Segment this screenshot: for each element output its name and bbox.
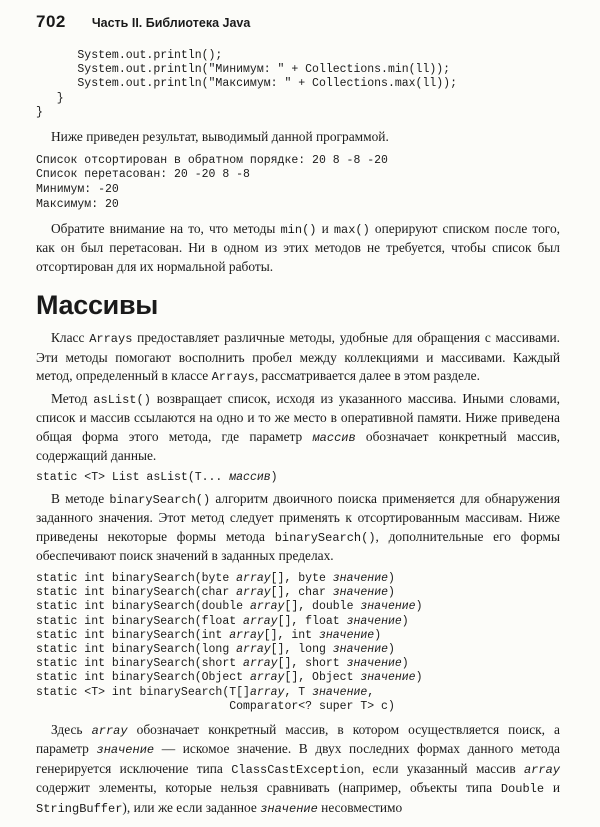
- code-segment: array: [229, 628, 264, 642]
- code-line: [36, 643, 560, 657]
- code-segment: }: [36, 105, 43, 119]
- code-segment: ): [388, 586, 395, 600]
- code-segment: System.out.println();: [36, 49, 223, 62]
- running-head-title: Часть II. Библиотека Java: [91, 16, 251, 30]
- code-segment: [], float: [277, 614, 347, 628]
- code-segment: ,: [367, 685, 375, 699]
- code-segment: [], char: [270, 586, 333, 600]
- code-segment: array: [236, 586, 271, 600]
- text-segment: предоставляет различные методы, удобные для обращения с массивами. Эти методы помогают восполнить пробел между коллекциями и массивами. Каждый метод, определенный в классе: [36, 330, 560, 384]
- paragraph-binarysearch: [36, 490, 560, 566]
- code-segment: [], int: [263, 628, 319, 642]
- code-segment: Максимум: 20: [36, 197, 119, 211]
- code-segment: static int binarySearch(short: [36, 657, 244, 671]
- code-segment: ): [415, 600, 423, 614]
- inline-code: min(): [280, 222, 317, 237]
- code-segment: ): [388, 571, 395, 585]
- code-segment: static int binarySearch(float: [36, 614, 244, 628]
- code-segment: значение: [332, 586, 388, 600]
- section-heading-arrays: Массивы: [36, 290, 159, 321]
- code-segment: , T: [284, 685, 313, 699]
- text-segment: обозначает конкретный массив, содержащий данные.: [36, 428, 560, 464]
- inline-code: array: [91, 723, 128, 738]
- code-line: [36, 586, 560, 600]
- code-line: [36, 106, 560, 120]
- inline-code: StringBuffer: [36, 801, 123, 816]
- code-segment: [], double: [284, 600, 361, 614]
- code-line: [36, 198, 560, 213]
- code-segment: [], byte: [270, 571, 333, 585]
- text-segment: , если указанный массив: [360, 760, 524, 776]
- code-line: [36, 700, 560, 714]
- code-line: [36, 615, 560, 629]
- text-segment: Здесь: [51, 721, 92, 737]
- paragraph-result-intro: [36, 128, 560, 147]
- inline-code: Arrays: [89, 332, 133, 347]
- code-line: [36, 572, 560, 586]
- code-line: [36, 657, 560, 671]
- code-aslist-signature: [36, 471, 560, 485]
- code-segment: Comparator<? super T> c): [36, 699, 395, 713]
- code-line: [36, 154, 560, 169]
- text-segment: обозначает конкретный массив, в котором осуществляется поиск, а параметр: [36, 721, 560, 757]
- code-listing-top: [36, 49, 560, 120]
- code-segment: static <T> int binarySearch(T[]: [36, 685, 250, 699]
- text-segment: Метод: [51, 390, 94, 406]
- code-segment: array: [249, 671, 285, 685]
- code-segment: ): [415, 671, 423, 685]
- code-segment: ): [401, 657, 409, 671]
- code-segment: [], Object: [284, 671, 361, 685]
- code-segment: static int binarySearch(Object: [36, 671, 250, 685]
- text-segment: — искомое значение. В двух последних формах данного метода генерируется исключение типа: [36, 741, 560, 776]
- text-segment: и: [316, 220, 334, 236]
- text-segment: В методе: [51, 490, 110, 506]
- code-segment: static int binarySearch(double: [36, 600, 250, 614]
- text-segment: несовместимо: [317, 799, 403, 815]
- code-segment: }: [36, 91, 64, 105]
- code-line: [36, 629, 560, 643]
- code-segment: ): [270, 470, 278, 484]
- code-segment: array: [236, 642, 271, 656]
- running-head: [36, 12, 560, 33]
- code-segment: ): [374, 628, 382, 642]
- inline-code: Arrays: [211, 370, 255, 385]
- code-line: [36, 77, 560, 91]
- code-segment: Список отсортирован в обратном порядке: 20 8 -8 -20: [36, 153, 388, 167]
- code-segment: static <T> List asList(T...: [36, 470, 230, 484]
- text-segment: возвращает список, исходя из указанного массива. Иными словами, список и массив ссылаются на одно и то же место в оперативной памяти. Ниже приведена общая форма этого метода, где параметр: [36, 390, 561, 444]
- code-segment: System.out.println("Максимум: " + Collections.max(ll));: [36, 77, 457, 91]
- inline-code: значение: [96, 743, 155, 758]
- code-segment: Минимум: -20: [36, 183, 119, 197]
- inline-code: Double: [500, 782, 545, 797]
- code-segment: значение: [332, 571, 388, 585]
- inline-code: max(): [333, 222, 370, 237]
- code-segment: static int binarySearch(byte: [36, 571, 237, 585]
- code-segment: static int binarySearch(char: [36, 586, 237, 600]
- inline-code: binarySearch(): [109, 492, 211, 507]
- text-segment: алгоритм двоичного поиска применяется для обнаружения заданного значения. Этот метод следует применять к отсортированным массивам. Ниже приведены некоторые формы метода: [36, 490, 560, 544]
- code-segment: array: [249, 600, 285, 614]
- code-segment: значение: [346, 614, 402, 628]
- code-segment: array: [243, 657, 278, 671]
- code-line: [36, 183, 560, 198]
- code-segment: [], long: [270, 642, 333, 656]
- inline-code: массив: [312, 430, 356, 445]
- code-segment: array: [249, 685, 285, 699]
- program-output-listing: [36, 154, 560, 213]
- code-segment: static int binarySearch(int: [36, 628, 230, 642]
- code-binarysearch-signatures: [36, 572, 560, 714]
- text-segment: Класс: [51, 330, 90, 346]
- inline-code: ClassCastException: [231, 762, 361, 777]
- text-segment: Ниже приведен результат, выводимый данной программой.: [51, 129, 389, 145]
- text-segment: и: [544, 780, 561, 796]
- code-segment: значение: [318, 628, 375, 642]
- inline-code: asList(): [93, 392, 151, 407]
- code-segment: Список перетасован: 20 -20 8 -8: [36, 168, 250, 182]
- code-segment: массив: [229, 470, 271, 484]
- code-segment: System.out.println("Минимум: " + Collections.min(ll));: [36, 63, 451, 77]
- code-segment: ): [388, 642, 395, 656]
- code-segment: array: [243, 614, 278, 628]
- paragraph-arrays-class: [36, 329, 560, 387]
- text-segment: содержит элементы, которые нельзя сравнивать (например, объекты типа: [36, 780, 501, 796]
- code-line: [36, 92, 560, 106]
- inline-code: значение: [260, 801, 318, 816]
- code-line: [36, 600, 560, 614]
- code-segment: значение: [312, 685, 368, 699]
- inline-code: array: [523, 762, 560, 777]
- code-segment: ): [401, 614, 409, 628]
- code-line: [36, 671, 560, 685]
- code-line: [36, 471, 560, 485]
- code-line: [36, 49, 560, 63]
- page-number: 702: [36, 12, 66, 31]
- code-segment: значение: [360, 600, 416, 614]
- code-segment: значение: [332, 642, 388, 656]
- code-line: [36, 168, 560, 183]
- code-line: [36, 63, 560, 77]
- code-segment: array: [236, 571, 271, 585]
- code-segment: [], short: [277, 657, 347, 671]
- paragraph-aslist: [36, 390, 560, 466]
- code-line: [36, 686, 560, 700]
- inline-code: binarySearch(): [274, 530, 376, 545]
- code-segment: static int binarySearch(long: [36, 642, 237, 656]
- text-segment: Обратите внимание на то, что методы: [51, 220, 281, 236]
- code-segment: значение: [360, 671, 416, 685]
- text-segment: , дополнительные его формы обеспечивают поиск значений в заданных пределах.: [36, 528, 560, 564]
- text-segment: , рассматривается далее в этом разделе.: [254, 368, 480, 384]
- text-segment: ), или же если заданное: [122, 799, 261, 815]
- paragraph-array-meaning: [36, 721, 560, 819]
- code-segment: значение: [346, 657, 402, 671]
- paragraph-min-max-note: [36, 220, 560, 277]
- text-segment: оперируют списком после того, как он был перетасован. Ни в одном из этих методов не требуется, чтобы список был отсортирован для их нормальной работы.: [36, 220, 560, 274]
